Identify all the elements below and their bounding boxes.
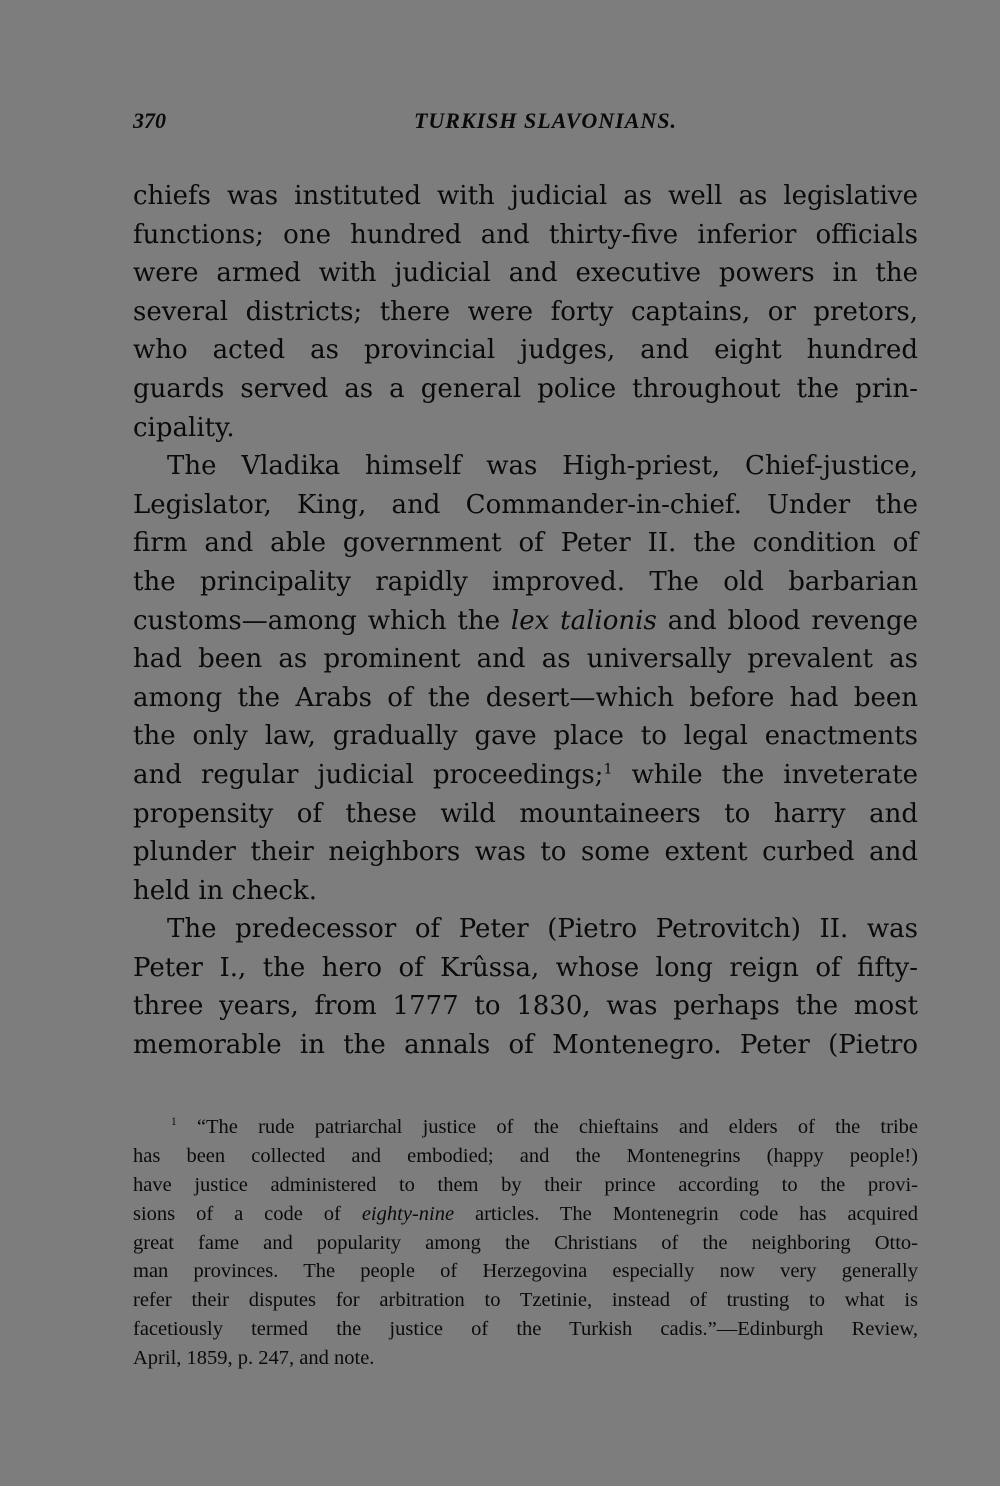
- page-number: 370: [133, 108, 166, 133]
- footnote-line: has been collected and embodied; and the Montenegrins (happy people!): [133, 1144, 918, 1167]
- footnote-line: great fame and popularity among the Christians of the neighboring Otto-: [133, 1231, 918, 1254]
- text-segment: “The rude patriarchal justice of the chieftains and elders of the tribe: [196, 1116, 918, 1138]
- italic-phrase: lex talionis: [510, 605, 657, 636]
- text-line: memorable in the annals of Montenegro. Peter (Pietro: [133, 1030, 918, 1061]
- text-segment: and blood revenge: [667, 605, 919, 636]
- text-line: the only law, gradually gave place to legal enactments: [133, 721, 918, 752]
- footnote-line: [133, 1200, 918, 1229]
- text-line: The Vladika himself was High-priest, Chief-justice,: [167, 451, 918, 482]
- text-segment: and regular judicial proceedings;: [133, 759, 604, 790]
- running-title: TURKISH SLAVONIANS.: [413, 108, 678, 133]
- text-line: among the Arabs of the desert—which before had been: [133, 682, 918, 713]
- body-text: [133, 177, 918, 1065]
- footnote-line: refer their disputes for arbitration to Tzetinie, instead of trusting to what is: [133, 1289, 918, 1312]
- text-line: guards served as a general police throughout the prin-: [133, 373, 918, 404]
- text-segment: articles. The Montenegrin code has acquired: [475, 1202, 919, 1225]
- footnote-line: [133, 1113, 918, 1142]
- text-line: The predecessor of Peter (Pietro Petrovitch) II. was: [167, 914, 918, 945]
- italic-phrase: eighty-nine: [361, 1202, 455, 1225]
- footnote-line: facetiously termed the justice of the Turkish cadis.”—Edinburgh Review,: [133, 1318, 918, 1341]
- text-line: several districts; there were forty captains, or pretors,: [133, 296, 918, 327]
- text-line: Legislator, King, and Commander-in-chief. Under the: [133, 489, 918, 520]
- text-line: propensity of these wild mountaineers to harry and: [133, 798, 918, 829]
- text-line: [133, 756, 918, 795]
- text-line: functions; one hundred and thirty-five inferior officials: [133, 219, 918, 250]
- text-line: Peter I., the hero of Krûssa, whose long reign of fifty-: [133, 952, 918, 983]
- footnote-reference: 1: [603, 761, 613, 778]
- text-line: plunder their neighbors was to some extent curbed and: [133, 837, 918, 868]
- text-segment: while the inveterate: [612, 759, 918, 790]
- footnote-line: have justice administered to them by their prince according to the provi-: [133, 1173, 918, 1196]
- text-line: chiefs was instituted with judicial as well as legislative: [133, 181, 918, 211]
- text-line: had been as prominent and as universally prevalent as: [133, 644, 918, 675]
- page-header: [133, 108, 918, 144]
- footnote-marker: 1: [171, 1116, 177, 1129]
- text-line: firm and able government of Peter II. the condition of: [133, 528, 918, 559]
- text-segment: sions of a code of: [133, 1202, 341, 1225]
- text-line: cipality.: [133, 412, 235, 443]
- footnote: [133, 1113, 918, 1373]
- footnote-line: man provinces. The people of Herzegovina especially now very generally: [133, 1260, 918, 1283]
- text-line: the principality rapidly improved. The old barbarian: [133, 566, 918, 597]
- text-line: were armed with judicial and executive powers in the: [133, 258, 918, 289]
- text-line: who acted as provincial judges, and eight hundred: [133, 335, 918, 366]
- text-line: three years, from 1777 to 1830, was perhaps the most: [133, 991, 918, 1022]
- text-segment: customs—among which the: [133, 605, 500, 636]
- footnote-line: April, 1859, p. 247, and note.: [133, 1347, 375, 1370]
- text-line: held in check.: [133, 875, 317, 906]
- text-line: [133, 602, 918, 641]
